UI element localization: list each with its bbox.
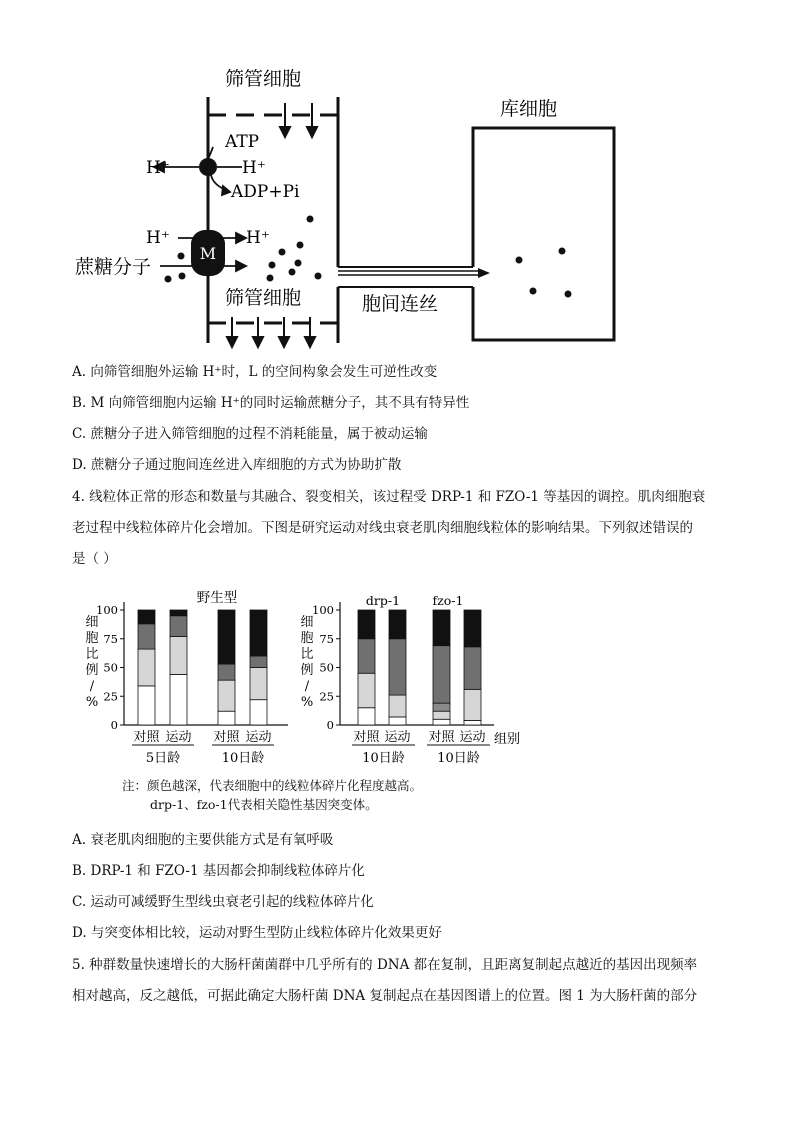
bar-segment bbox=[218, 664, 235, 680]
chart-wild-type bbox=[82, 584, 302, 774]
y-axis-label-char: 例 bbox=[300, 663, 314, 678]
group-label: 10日龄 bbox=[437, 751, 480, 766]
x-tick-label: 对照 bbox=[133, 730, 160, 745]
y-axis-label-char: / bbox=[89, 679, 95, 694]
bar-segment bbox=[170, 674, 187, 725]
bar-segment bbox=[464, 610, 481, 647]
q3-option-a: A. 向筛管细胞外运输 H⁺时，L 的空间构象会发生可逆性改变 bbox=[72, 364, 438, 380]
flow-arrows-top bbox=[280, 103, 317, 137]
label-sieve-bottom: 筛管细胞 bbox=[225, 287, 302, 309]
q3-option-b: B. M 向筛管细胞内运输 H⁺的同时运输蔗糖分子，其不具有特异性 bbox=[72, 395, 470, 411]
y-tick-label: 0 bbox=[326, 718, 334, 732]
bar-segment bbox=[433, 703, 450, 711]
bar-segment bbox=[389, 639, 406, 695]
bar-segment bbox=[389, 717, 406, 725]
bar-segment bbox=[250, 668, 267, 700]
x-tick-label: 运动 bbox=[245, 730, 272, 745]
sieve-tube-diagram bbox=[60, 55, 660, 355]
y-tick-label: 50 bbox=[319, 660, 334, 675]
bar-pair-label: fzo-1 bbox=[432, 593, 464, 608]
bar-segment bbox=[170, 610, 187, 616]
bar-segment bbox=[464, 647, 481, 690]
bar-segment bbox=[218, 610, 235, 664]
x-axis-label: 组别 bbox=[494, 732, 521, 747]
q4-option-c: C. 运动可减缓野生型线虫衰老引起的线粒体碎片化 bbox=[72, 894, 374, 910]
label-h-right: H⁺ bbox=[242, 158, 266, 178]
q4-option-d: D. 与突变体相比较，运动对野生型防止线粒体碎片化效果更好 bbox=[72, 925, 442, 941]
bar-segment bbox=[433, 610, 450, 646]
pump-l bbox=[199, 158, 217, 176]
y-tick-label: 75 bbox=[103, 631, 118, 646]
y-axis-label-char: 比 bbox=[85, 647, 99, 662]
y-axis-label-char: 比 bbox=[300, 647, 314, 662]
bar-segment bbox=[218, 711, 235, 725]
y-axis-label-char: 胞 bbox=[85, 631, 99, 646]
bar-segment bbox=[358, 673, 375, 708]
y-axis-label-char: % bbox=[85, 695, 99, 710]
sink-dots bbox=[516, 248, 572, 298]
q5-stem-line1: 5. 种群数量快速增长的大肠杆菌菌群中几乎所有的 DNA 都在复制，且距离复制起点越近的基因出现频率 bbox=[72, 957, 698, 973]
bar-segment bbox=[170, 636, 187, 674]
chart-title: 野生型 bbox=[196, 590, 238, 606]
chart-note-line2: drp-1、fzo-1代表相关隐性基因突变体。 bbox=[150, 797, 378, 812]
label-h-m-left: H⁺ bbox=[146, 228, 170, 248]
y-tick-label: 0 bbox=[110, 718, 118, 732]
x-tick-label: 对照 bbox=[353, 730, 380, 745]
label-m: M bbox=[199, 244, 217, 263]
sink-cell bbox=[473, 128, 614, 340]
group-label: 10日龄 bbox=[221, 751, 265, 766]
bar-segment bbox=[358, 708, 375, 725]
bar-segment bbox=[138, 686, 155, 725]
group-label: 5日龄 bbox=[145, 751, 181, 766]
y-axis-label-char: / bbox=[304, 679, 310, 694]
y-tick-label: 100 bbox=[96, 603, 118, 617]
plasmodesma bbox=[338, 267, 490, 287]
y-axis-label-char: 胞 bbox=[300, 631, 314, 646]
q4-option-b: B. DRP-1 和 FZO-1 基因都会抑制线粒体碎片化 bbox=[72, 863, 365, 879]
bar-segment bbox=[389, 695, 406, 717]
label-sucrose: 蔗糖分子 bbox=[75, 256, 152, 278]
q4-stem-line2: 老过程中线粒体碎片化会增加。下图是研究运动对线虫衰老肌肉细胞线粒体的影响结果。下列叙述错误的 bbox=[72, 520, 693, 536]
chart-mutants bbox=[294, 584, 530, 774]
label-h-m-right: H⁺ bbox=[246, 228, 270, 248]
x-tick-label: 运动 bbox=[384, 730, 411, 745]
label-atp: ATP bbox=[225, 132, 260, 152]
label-adp: ADP+Pi bbox=[231, 182, 300, 202]
bar-segment bbox=[250, 700, 267, 725]
q3-option-c: C. 蔗糖分子进入筛管细胞的过程不消耗能量，属于被动运输 bbox=[72, 426, 428, 442]
y-tick-label: 25 bbox=[103, 689, 118, 704]
y-tick-label: 25 bbox=[319, 689, 334, 704]
q4-stem-line3: 是（ ） bbox=[72, 551, 117, 567]
bar-segment bbox=[138, 624, 155, 649]
label-sink-cell: 库细胞 bbox=[500, 98, 558, 120]
chart-note-line1: 注：颜色越深，代表细胞中的线粒体碎片化程度越高。 bbox=[122, 778, 423, 793]
label-plasmodesma: 胞间连丝 bbox=[362, 293, 439, 315]
bar-segment bbox=[138, 649, 155, 686]
bar-segment bbox=[433, 646, 450, 704]
group-label: 10日龄 bbox=[362, 751, 405, 766]
y-axis-label-char: 例 bbox=[85, 663, 99, 678]
bar-segment bbox=[389, 610, 406, 639]
x-tick-label: 运动 bbox=[165, 730, 192, 745]
y-axis-label-char: 细 bbox=[300, 615, 314, 630]
label-sieve-top: 筛管细胞 bbox=[225, 68, 302, 90]
bar-segment bbox=[464, 720, 481, 725]
bar-segment bbox=[433, 711, 450, 719]
y-tick-label: 75 bbox=[319, 631, 334, 646]
sucrose-dots bbox=[165, 216, 322, 283]
bar-segment bbox=[358, 639, 375, 674]
y-tick-label: 50 bbox=[103, 660, 118, 675]
bar-segment bbox=[138, 610, 155, 624]
q5-stem-line2: 相对越高，反之越低，可据此确定大肠杆菌 DNA 复制起点在基因图谱上的位置。图 1 为大肠杆菌的部分 bbox=[72, 988, 698, 1004]
y-axis-label-char: 细 bbox=[85, 615, 99, 630]
y-axis-label-char: % bbox=[300, 695, 314, 710]
q4-stem-line1: 4. 线粒体正常的形态和数量与其融合、裂变相关，该过程受 DRP-1 和 FZO-1 等基因的调控。肌肉细胞衰 bbox=[72, 489, 706, 505]
bar-segment bbox=[464, 689, 481, 720]
bar-segment bbox=[170, 616, 187, 637]
bar-pair-label: drp-1 bbox=[365, 593, 401, 608]
bar-segment bbox=[250, 656, 267, 668]
q3-option-d: D. 蔗糖分子通过胞间连丝进入库细胞的方式为协助扩散 bbox=[72, 457, 402, 473]
bar-segment bbox=[218, 680, 235, 711]
x-tick-label: 对照 bbox=[213, 730, 240, 745]
x-tick-label: 运动 bbox=[459, 730, 486, 745]
bar-segment bbox=[433, 719, 450, 725]
x-tick-label: 对照 bbox=[428, 730, 455, 745]
bar-segment bbox=[358, 610, 375, 639]
bar-segment bbox=[250, 610, 267, 656]
label-h-left: H⁺ bbox=[146, 158, 170, 178]
y-tick-label: 100 bbox=[312, 603, 334, 617]
q4-option-a: A. 衰老肌肉细胞的主要供能方式是有氧呼吸 bbox=[72, 832, 334, 848]
